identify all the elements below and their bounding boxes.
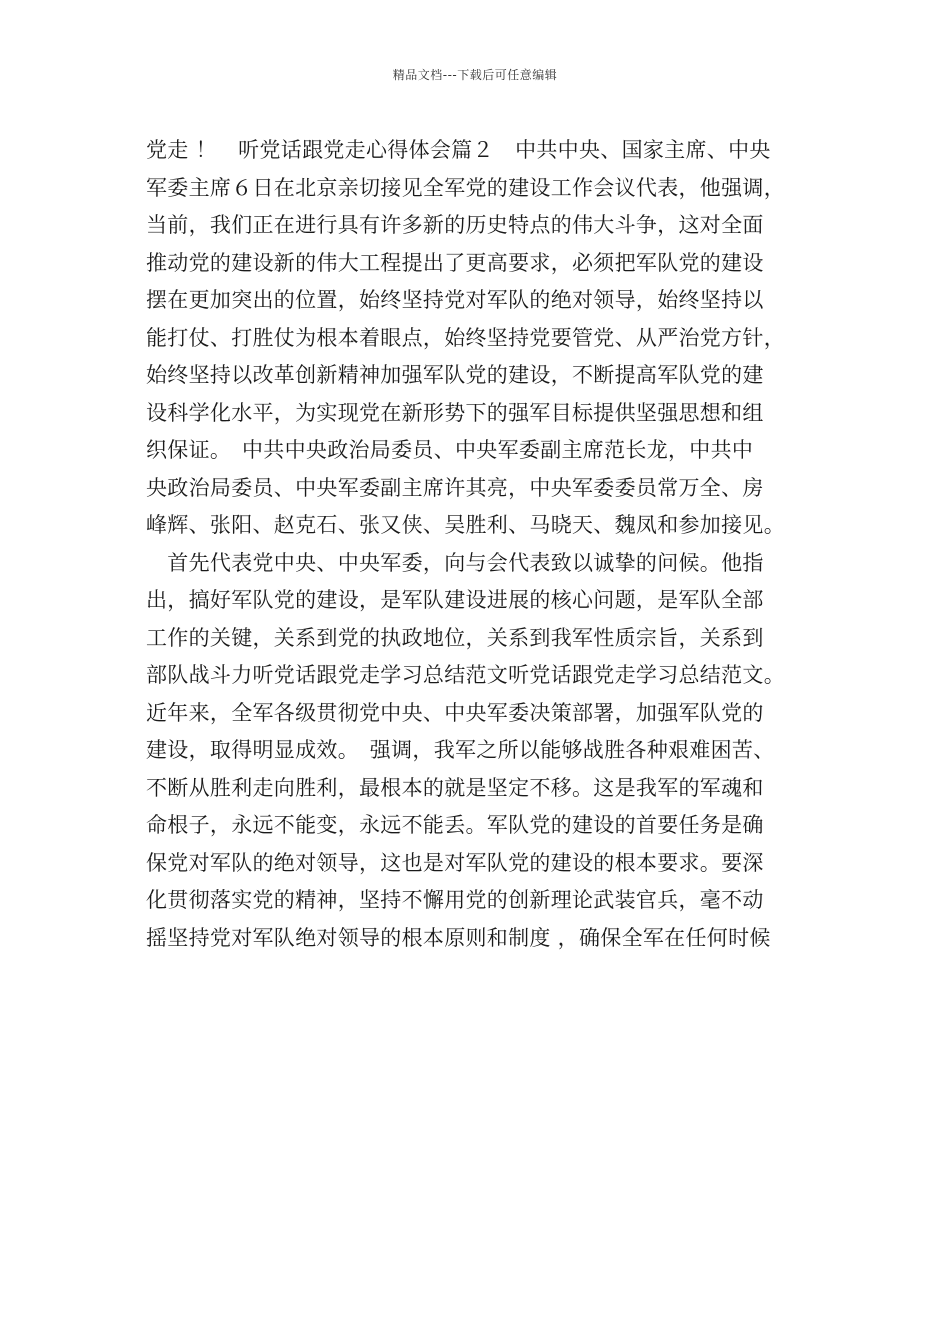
text-line: 推动党的建设新的伟大工程提出了更高要求，必须把军队党的建设 (146, 250, 764, 275)
text-line: 不断从胜利走向胜利，最根本的就是坚定不移。这是我军的军魂和 (146, 775, 764, 800)
text-line: 化贯彻落实党的精神，坚持不懈用党的创新理论武装官兵，毫不动 (146, 888, 764, 912)
text-line: 央政治局委员、中央军委副主席许其亮，中央军委委员常万全、房 (146, 475, 764, 500)
text-line: 部队战斗力听党话跟党走学习总结范文听党话跟党走学习总结范文。 (146, 663, 785, 687)
text-line: 建设，取得明显成效。 强调，我军之所以能够战胜各种艰难困苦、 (146, 738, 775, 762)
text-line: 始终坚持以改革创新精神加强军队党的建设，不断提高军队党的建 (146, 363, 764, 387)
text-line: 织保证。 中共中央政治局委员、中央军委副主席范长龙，中共中 (146, 438, 754, 462)
text-line: 峰辉、张阳、赵克石、张又侠、吴胜利、马晓天、魏凤和参加接见。 (146, 513, 785, 537)
text-line: 当前，我们正在进行具有许多新的历史特点的伟大斗争，这对全面 (146, 213, 764, 237)
text-line: 首先代表党中央、中央军委，向与会代表致以诚挚的问候。他指 (146, 550, 764, 575)
text-line: 近年来，全军各级贯彻党中央、中央军委决策部署，加强军队党的 (146, 700, 764, 725)
text-line: 保党对军队的绝对领导，这也是对军队党的建设的根本要求。要深 (146, 850, 764, 875)
text-line: 设科学化水平，为实现党在新形势下的强军目标提供坚强思想和组 (146, 400, 764, 425)
text-line: 能打仗、打胜仗为根本着眼点，始终坚持党要管党、从严治党方针， (146, 325, 785, 350)
text-line: 摇坚持党对军队绝对领导的根本原则和制度 ，确保全军在任何时候 (146, 925, 771, 950)
text-line: 工作的关键，关系到党的执政地位，关系到我军性质宗旨，关系到 (146, 625, 764, 650)
text-line: 命根子，永远不能变，永远不能丢。军队党的建设的首要任务是确 (146, 813, 764, 837)
text-line: 党走 ！ 听党话跟党走心得体会篇２ 中共中央、国家主席、中央 (146, 138, 771, 162)
document-body (146, 132, 826, 957)
text-line: 军委主席６日在北京亲切接见全军党的建设工作会议代表，他强调， (146, 175, 785, 200)
text-line: 出，搞好军队党的建设，是军队建设进展的核心问题，是军队全部 (146, 588, 764, 612)
page-header: 精品文档---下载后可任意编辑 (392, 68, 558, 82)
text-line: 摆在更加突出的位置，始终坚持党对军队的绝对领导，始终坚持以 (146, 288, 764, 312)
